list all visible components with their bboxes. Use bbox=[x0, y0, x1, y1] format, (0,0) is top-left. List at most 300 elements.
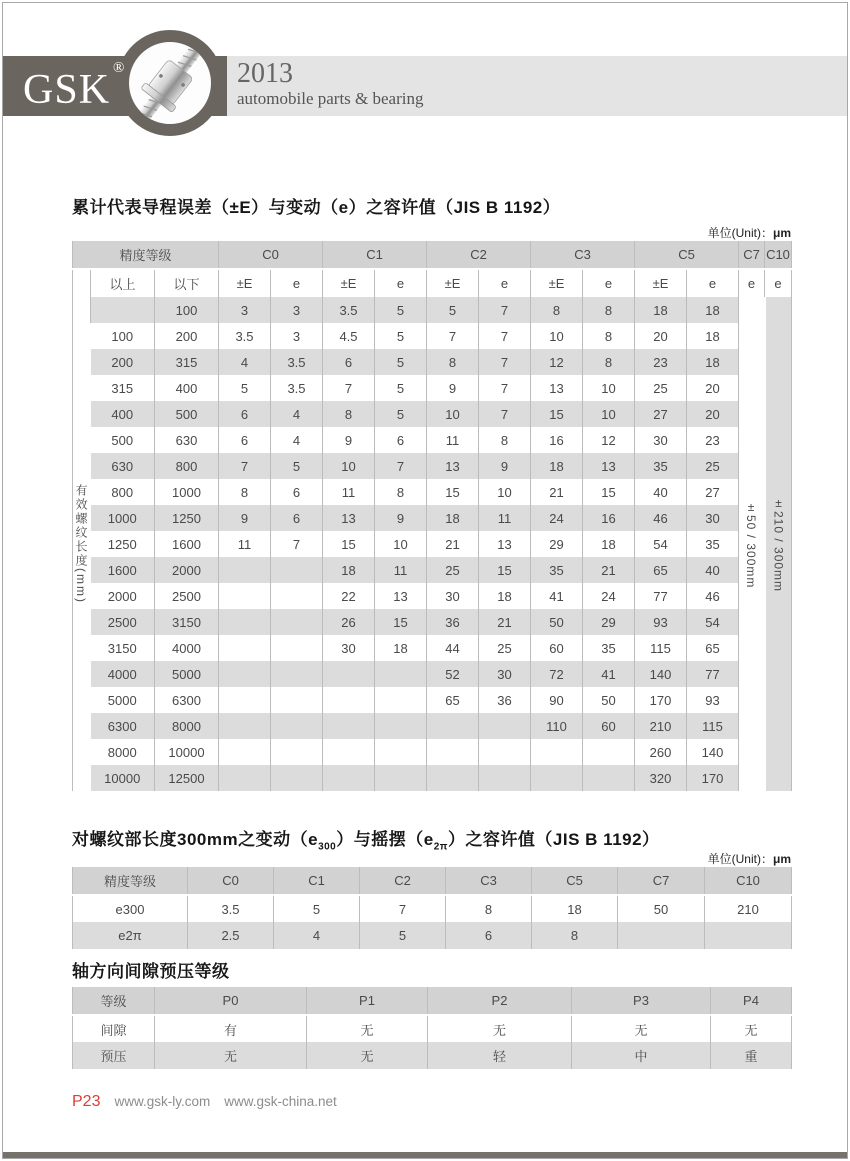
value-cell: 3 bbox=[219, 297, 271, 323]
value-cell: 5 bbox=[271, 453, 323, 479]
value-cell: 11 bbox=[427, 427, 479, 453]
value-cell bbox=[323, 713, 375, 739]
table-row bbox=[73, 297, 792, 323]
value-cell: 3.5 bbox=[271, 349, 323, 375]
range-above-cell: 1000 bbox=[91, 505, 155, 531]
column-header: 等级 bbox=[73, 987, 155, 1015]
value-cell: 170 bbox=[687, 765, 739, 791]
range-below-cell: 8000 bbox=[155, 713, 219, 739]
value-cell: 25 bbox=[427, 557, 479, 583]
value-cell bbox=[479, 765, 531, 791]
value-cell: 9 bbox=[375, 505, 427, 531]
value-cell: 5 bbox=[375, 297, 427, 323]
value-cell: 36 bbox=[479, 687, 531, 713]
value-cell bbox=[375, 739, 427, 765]
unit-value-1: μm bbox=[772, 226, 791, 240]
e-subheader-c7: e bbox=[739, 269, 765, 297]
value-cell: 11 bbox=[375, 557, 427, 583]
value-cell: 13 bbox=[323, 505, 375, 531]
table-row bbox=[73, 765, 792, 791]
pe-subheader: ±E bbox=[427, 269, 479, 297]
value-cell: 8 bbox=[583, 297, 635, 323]
pe-subheader: ±E bbox=[635, 269, 687, 297]
table-row bbox=[73, 427, 792, 453]
value-cell: 13 bbox=[583, 453, 635, 479]
value-cell: 29 bbox=[531, 531, 583, 557]
value-cell: 3 bbox=[271, 323, 323, 349]
value-cell bbox=[531, 739, 583, 765]
value-cell bbox=[271, 635, 323, 661]
row-label-cell: e2π bbox=[73, 922, 188, 949]
value-cell: 3.5 bbox=[219, 323, 271, 349]
value-cell: 7 bbox=[360, 895, 446, 922]
column-header: P3 bbox=[572, 987, 711, 1015]
value-cell: 260 bbox=[635, 739, 687, 765]
value-cell: 65 bbox=[427, 687, 479, 713]
table-row bbox=[73, 922, 792, 949]
table-row bbox=[73, 453, 792, 479]
value-cell bbox=[219, 635, 271, 661]
column-header: 精度等级 bbox=[73, 867, 188, 895]
section-title-preload: 轴方向间隙预压等级 bbox=[72, 962, 230, 981]
value-cell: 140 bbox=[635, 661, 687, 687]
value-cell: 6 bbox=[375, 427, 427, 453]
e300-variation-table bbox=[72, 867, 792, 949]
value-cell: 60 bbox=[583, 713, 635, 739]
effective-thread-length-label bbox=[73, 297, 91, 791]
range-below-cell: 500 bbox=[155, 401, 219, 427]
value-cell bbox=[479, 739, 531, 765]
table-row bbox=[73, 349, 792, 375]
value-cell: 7 bbox=[479, 349, 531, 375]
value-cell bbox=[427, 713, 479, 739]
table-row bbox=[73, 1015, 792, 1042]
value-cell bbox=[375, 661, 427, 687]
range-below-cell: 400 bbox=[155, 375, 219, 401]
value-cell: 7 bbox=[479, 297, 531, 323]
e-subheader-c10: e bbox=[765, 269, 792, 297]
value-cell: 7 bbox=[479, 375, 531, 401]
value-cell: 6 bbox=[219, 427, 271, 453]
header-row bbox=[73, 987, 792, 1015]
grade-col-header-c10: C10 bbox=[765, 241, 792, 269]
value-cell bbox=[219, 557, 271, 583]
value-cell: 54 bbox=[635, 531, 687, 557]
value-cell: 3.5 bbox=[271, 375, 323, 401]
column-header: P0 bbox=[155, 987, 307, 1015]
value-cell: 4 bbox=[274, 922, 360, 949]
range-above-cell: 8000 bbox=[91, 739, 155, 765]
range-below-cell: 5000 bbox=[155, 661, 219, 687]
value-cell: 3 bbox=[271, 297, 323, 323]
footer-url-2: www.gsk-china.net bbox=[224, 1094, 337, 1109]
value-cell: 5 bbox=[360, 922, 446, 949]
value-cell bbox=[705, 922, 792, 949]
range-below-cell: 100 bbox=[155, 297, 219, 323]
e-subheader: e bbox=[479, 269, 531, 297]
value-cell bbox=[271, 583, 323, 609]
value-cell: 18 bbox=[687, 297, 739, 323]
value-cell: 18 bbox=[532, 895, 618, 922]
title2-part: 对螺纹部长度300mm之变动（e bbox=[72, 830, 319, 849]
e-subheader: e bbox=[271, 269, 323, 297]
value-cell: 8 bbox=[479, 427, 531, 453]
value-cell: 46 bbox=[635, 505, 687, 531]
value-cell: 11 bbox=[323, 479, 375, 505]
range-above-cell: 315 bbox=[91, 375, 155, 401]
range-below-cell: 3150 bbox=[155, 609, 219, 635]
value-cell: 7 bbox=[271, 531, 323, 557]
range-below-cell: 2500 bbox=[155, 583, 219, 609]
value-cell: 9 bbox=[219, 505, 271, 531]
value-cell: 90 bbox=[531, 687, 583, 713]
value-cell: 13 bbox=[375, 583, 427, 609]
range-below-cell: 630 bbox=[155, 427, 219, 453]
value-cell bbox=[427, 739, 479, 765]
value-cell: 9 bbox=[479, 453, 531, 479]
value-cell: 44 bbox=[427, 635, 479, 661]
value-cell: 22 bbox=[323, 583, 375, 609]
value-cell bbox=[531, 765, 583, 791]
value-cell: 8 bbox=[427, 349, 479, 375]
title2-part: ）与摇摆（e bbox=[336, 830, 434, 849]
value-cell: 320 bbox=[635, 765, 687, 791]
ballscrew-icon bbox=[129, 42, 211, 124]
grade-col-header-c7: C7 bbox=[739, 241, 765, 269]
value-cell: 20 bbox=[635, 323, 687, 349]
value-cell: 5 bbox=[375, 323, 427, 349]
above-label-cell: 以上 bbox=[91, 269, 155, 297]
value-cell: 12 bbox=[531, 349, 583, 375]
c7-span-cell bbox=[739, 297, 765, 791]
value-cell: 3.5 bbox=[323, 297, 375, 323]
range-below-cell: 315 bbox=[155, 349, 219, 375]
value-cell: 4 bbox=[271, 401, 323, 427]
value-cell bbox=[271, 713, 323, 739]
value-cell: 10 bbox=[323, 453, 375, 479]
value-cell: 30 bbox=[687, 505, 739, 531]
pe-subheader: ±E bbox=[323, 269, 375, 297]
value-cell: 30 bbox=[323, 635, 375, 661]
c10-span-cell bbox=[765, 297, 792, 791]
value-cell: 77 bbox=[635, 583, 687, 609]
value-cell: 10 bbox=[583, 401, 635, 427]
value-cell bbox=[219, 583, 271, 609]
pe-subheader: ±E bbox=[531, 269, 583, 297]
value-cell: 36 bbox=[427, 609, 479, 635]
value-cell bbox=[219, 713, 271, 739]
value-cell: 18 bbox=[531, 453, 583, 479]
value-cell bbox=[271, 765, 323, 791]
value-cell: 72 bbox=[531, 661, 583, 687]
precision-grade-header: 精度等级 bbox=[73, 241, 219, 269]
range-below-cell: 6300 bbox=[155, 687, 219, 713]
value-cell bbox=[219, 609, 271, 635]
value-cell: 140 bbox=[687, 739, 739, 765]
value-cell: 29 bbox=[583, 609, 635, 635]
value-cell: 20 bbox=[687, 375, 739, 401]
value-cell: 4.5 bbox=[323, 323, 375, 349]
table-row bbox=[73, 557, 792, 583]
range-above-cell: 800 bbox=[91, 479, 155, 505]
value-cell: 6 bbox=[271, 505, 323, 531]
value-cell: 210 bbox=[705, 895, 792, 922]
header-row bbox=[73, 241, 792, 269]
value-cell: 41 bbox=[531, 583, 583, 609]
value-cell: 6 bbox=[446, 922, 532, 949]
corner-blank-cell bbox=[73, 269, 91, 297]
footer-page-number: P23 bbox=[72, 1093, 101, 1110]
footer-url-1: www.gsk-ly.com bbox=[114, 1094, 211, 1109]
value-cell: 13 bbox=[427, 453, 479, 479]
value-cell bbox=[583, 739, 635, 765]
value-cell bbox=[271, 609, 323, 635]
value-cell: 24 bbox=[583, 583, 635, 609]
value-cell: 25 bbox=[687, 453, 739, 479]
value-cell: 18 bbox=[687, 349, 739, 375]
header-row bbox=[73, 867, 792, 895]
row-label-cell: e300 bbox=[73, 895, 188, 922]
value-cell: 50 bbox=[531, 609, 583, 635]
table-row bbox=[73, 375, 792, 401]
value-cell: 7 bbox=[323, 375, 375, 401]
c7-span-text: ±50 / 300mm bbox=[744, 499, 758, 589]
value-cell: 无 bbox=[711, 1015, 792, 1042]
range-below-cell: 800 bbox=[155, 453, 219, 479]
title2-sub-300: 300 bbox=[318, 841, 337, 853]
range-above-cell: 630 bbox=[91, 453, 155, 479]
value-cell bbox=[323, 765, 375, 791]
column-header: P4 bbox=[711, 987, 792, 1015]
range-above-cell: 3150 bbox=[91, 635, 155, 661]
table-row bbox=[73, 661, 792, 687]
unit-label-2 bbox=[72, 850, 791, 867]
value-cell bbox=[271, 661, 323, 687]
value-cell: 20 bbox=[687, 401, 739, 427]
value-cell: 26 bbox=[323, 609, 375, 635]
value-cell: 无 bbox=[307, 1015, 428, 1042]
row-label-cell: 间隙 bbox=[73, 1015, 155, 1042]
value-cell: 8 bbox=[583, 323, 635, 349]
value-cell: 16 bbox=[531, 427, 583, 453]
value-cell: 重 bbox=[711, 1042, 792, 1069]
value-cell bbox=[323, 661, 375, 687]
section-title-lead-error: 累计代表导程误差（±E）与变动（e）之容许值（JIS B 1192） bbox=[72, 198, 561, 217]
unit-value-2: μm bbox=[772, 852, 791, 866]
value-cell: 13 bbox=[531, 375, 583, 401]
value-cell: 6 bbox=[323, 349, 375, 375]
value-cell: 5 bbox=[375, 349, 427, 375]
column-header: C2 bbox=[360, 867, 446, 895]
pe-subheader: ±E bbox=[219, 269, 271, 297]
value-cell: 46 bbox=[687, 583, 739, 609]
title2-sub-2pi: 2π bbox=[433, 841, 448, 853]
range-below-cell: 12500 bbox=[155, 765, 219, 791]
value-cell: 25 bbox=[635, 375, 687, 401]
value-cell: 35 bbox=[583, 635, 635, 661]
column-header: C3 bbox=[446, 867, 532, 895]
value-cell: 21 bbox=[479, 609, 531, 635]
table-row bbox=[73, 583, 792, 609]
value-cell: 7 bbox=[479, 323, 531, 349]
value-cell: 93 bbox=[635, 609, 687, 635]
e-subheader: e bbox=[687, 269, 739, 297]
value-cell: 40 bbox=[635, 479, 687, 505]
value-cell: 8 bbox=[375, 479, 427, 505]
value-cell: 8 bbox=[323, 401, 375, 427]
value-cell: 52 bbox=[427, 661, 479, 687]
value-cell: 65 bbox=[635, 557, 687, 583]
grade-col-header: C5 bbox=[635, 241, 739, 269]
value-cell: 3.5 bbox=[188, 895, 274, 922]
value-cell: 60 bbox=[531, 635, 583, 661]
range-above-cell: 6300 bbox=[91, 713, 155, 739]
table-row bbox=[73, 531, 792, 557]
value-cell: 115 bbox=[687, 713, 739, 739]
range-above-cell: 100 bbox=[91, 323, 155, 349]
grade-col-header: C1 bbox=[323, 241, 427, 269]
value-cell: 4 bbox=[219, 349, 271, 375]
range-below-cell: 1250 bbox=[155, 505, 219, 531]
value-cell bbox=[583, 765, 635, 791]
table-row bbox=[73, 713, 792, 739]
grade-col-header: C3 bbox=[531, 241, 635, 269]
value-cell: 无 bbox=[307, 1042, 428, 1069]
value-cell: 15 bbox=[531, 401, 583, 427]
value-cell: 40 bbox=[687, 557, 739, 583]
value-cell bbox=[219, 739, 271, 765]
unit-prefix-1: 单位(Unit)： bbox=[707, 226, 773, 240]
value-cell: 8 bbox=[446, 895, 532, 922]
value-cell: 15 bbox=[479, 557, 531, 583]
c10-span-text: ±210 / 300mm bbox=[771, 495, 786, 593]
value-cell: 10 bbox=[583, 375, 635, 401]
value-cell: 35 bbox=[635, 453, 687, 479]
value-cell: 有 bbox=[155, 1015, 307, 1042]
logo-circle bbox=[117, 30, 223, 136]
value-cell: 54 bbox=[687, 609, 739, 635]
range-above-cell: 400 bbox=[91, 401, 155, 427]
value-cell: 11 bbox=[479, 505, 531, 531]
registered-mark: ® bbox=[113, 60, 126, 76]
range-above-cell: 1250 bbox=[91, 531, 155, 557]
value-cell bbox=[479, 713, 531, 739]
value-cell: 10 bbox=[479, 479, 531, 505]
value-cell: 170 bbox=[635, 687, 687, 713]
value-cell: 16 bbox=[583, 505, 635, 531]
e-subheader: e bbox=[583, 269, 635, 297]
unit-label-1 bbox=[72, 224, 791, 241]
column-header: C7 bbox=[618, 867, 705, 895]
value-cell: 15 bbox=[427, 479, 479, 505]
value-cell: 8 bbox=[219, 479, 271, 505]
e-subheader: e bbox=[375, 269, 427, 297]
value-cell: 8 bbox=[583, 349, 635, 375]
value-cell: 8 bbox=[532, 922, 618, 949]
value-cell: 5 bbox=[375, 401, 427, 427]
value-cell: 30 bbox=[635, 427, 687, 453]
section-title-e300-variation bbox=[72, 825, 660, 852]
range-below-cell: 10000 bbox=[155, 739, 219, 765]
table-row bbox=[73, 739, 792, 765]
value-cell bbox=[375, 687, 427, 713]
value-cell: 5 bbox=[274, 895, 360, 922]
range-above-cell: 5000 bbox=[91, 687, 155, 713]
value-cell: 93 bbox=[687, 687, 739, 713]
value-cell: 23 bbox=[635, 349, 687, 375]
value-cell: 2.5 bbox=[188, 922, 274, 949]
value-cell: 18 bbox=[635, 297, 687, 323]
value-cell: 13 bbox=[479, 531, 531, 557]
value-cell bbox=[271, 557, 323, 583]
value-cell: 15 bbox=[583, 479, 635, 505]
range-below-cell: 1000 bbox=[155, 479, 219, 505]
column-header: P2 bbox=[428, 987, 572, 1015]
value-cell bbox=[219, 687, 271, 713]
value-cell bbox=[219, 765, 271, 791]
value-cell: 18 bbox=[479, 583, 531, 609]
value-cell: 9 bbox=[427, 375, 479, 401]
value-cell bbox=[375, 765, 427, 791]
grade-col-header: C0 bbox=[219, 241, 323, 269]
value-cell: 6 bbox=[219, 401, 271, 427]
range-below-cell: 2000 bbox=[155, 557, 219, 583]
column-header: C0 bbox=[188, 867, 274, 895]
range-above-cell: 4000 bbox=[91, 661, 155, 687]
column-header: P1 bbox=[307, 987, 428, 1015]
range-below-cell: 1600 bbox=[155, 531, 219, 557]
range-above-cell: 2500 bbox=[91, 609, 155, 635]
brand-logo-text bbox=[23, 59, 126, 115]
value-cell: 9 bbox=[323, 427, 375, 453]
value-cell bbox=[219, 661, 271, 687]
value-cell: 18 bbox=[687, 323, 739, 349]
value-cell: 11 bbox=[219, 531, 271, 557]
tagline-text: automobile parts & bearing bbox=[237, 89, 424, 108]
value-cell: 轻 bbox=[428, 1042, 572, 1069]
range-above-cell bbox=[91, 297, 155, 323]
table-row bbox=[73, 895, 792, 922]
value-cell bbox=[375, 713, 427, 739]
value-cell: 25 bbox=[479, 635, 531, 661]
value-cell: 50 bbox=[583, 687, 635, 713]
range-above-cell: 500 bbox=[91, 427, 155, 453]
table-row bbox=[73, 323, 792, 349]
value-cell: 210 bbox=[635, 713, 687, 739]
value-cell bbox=[323, 687, 375, 713]
value-cell: 10 bbox=[531, 323, 583, 349]
value-cell: 24 bbox=[531, 505, 583, 531]
catalog-page bbox=[2, 2, 848, 1159]
range-above-cell: 1600 bbox=[91, 557, 155, 583]
value-cell: 8 bbox=[531, 297, 583, 323]
range-above-cell: 2000 bbox=[91, 583, 155, 609]
value-cell: 10 bbox=[375, 531, 427, 557]
value-cell: 65 bbox=[687, 635, 739, 661]
value-cell: 21 bbox=[531, 479, 583, 505]
value-cell: 中 bbox=[572, 1042, 711, 1069]
value-cell: 15 bbox=[323, 531, 375, 557]
table-row bbox=[73, 687, 792, 713]
value-cell: 21 bbox=[427, 531, 479, 557]
value-cell: 5 bbox=[375, 375, 427, 401]
value-cell: 50 bbox=[618, 895, 705, 922]
value-cell: 7 bbox=[427, 323, 479, 349]
bottom-bar bbox=[3, 1152, 847, 1158]
value-cell: 77 bbox=[687, 661, 739, 687]
value-cell: 110 bbox=[531, 713, 583, 739]
value-cell: 7 bbox=[479, 401, 531, 427]
